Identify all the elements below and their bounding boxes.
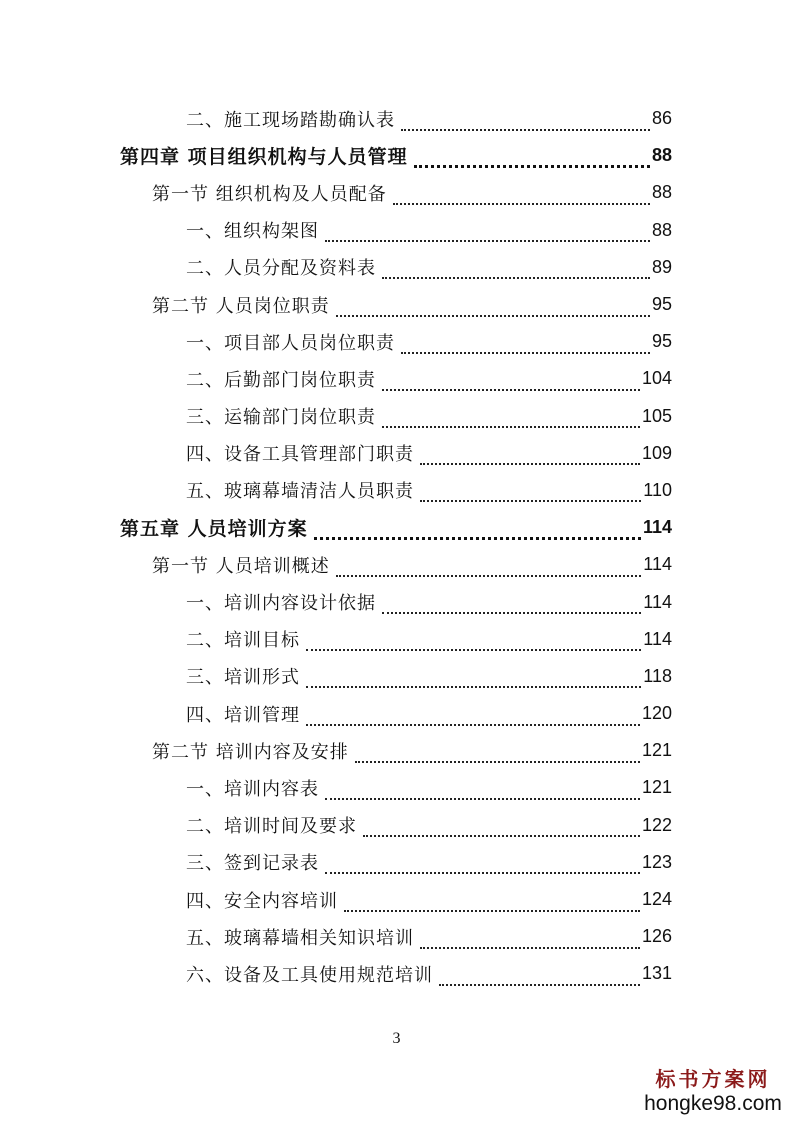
toc-entry-page: 122 bbox=[641, 814, 672, 835]
toc-entry-page: 105 bbox=[641, 405, 672, 426]
toc-entry-label: 五、玻璃幕墙清洁人员职责 bbox=[186, 481, 414, 503]
toc-entry-label: 第一节 组织机构及人员配备 bbox=[152, 183, 387, 205]
toc-entry-page: 126 bbox=[641, 926, 672, 947]
dot-leader bbox=[382, 594, 641, 614]
toc-entry-label: 二、施工现场踏勘确认表 bbox=[186, 109, 395, 131]
toc-entry-item[interactable] bbox=[0, 360, 793, 397]
dot-leader bbox=[382, 408, 640, 428]
dot-leader bbox=[382, 371, 640, 391]
toc-entry-page: 88 bbox=[651, 219, 672, 240]
toc-entry-label: 六、设备及工具使用规范培训 bbox=[186, 964, 433, 986]
toc-entry-item[interactable] bbox=[0, 881, 793, 918]
toc-entry-page: 124 bbox=[641, 889, 672, 910]
dot-leader bbox=[363, 817, 640, 837]
toc-entry-page: 86 bbox=[651, 108, 672, 129]
toc-entry-page: 114 bbox=[643, 628, 672, 649]
toc-entry-page: 120 bbox=[641, 703, 672, 724]
toc-entry-page: 104 bbox=[641, 368, 672, 389]
toc-entry-label: 二、培训目标 bbox=[186, 630, 300, 652]
dot-leader bbox=[325, 854, 640, 874]
toc-entry-label: 一、组织构架图 bbox=[186, 221, 319, 243]
toc-entry-item[interactable] bbox=[0, 807, 793, 844]
toc-entry-page: 110 bbox=[643, 479, 672, 500]
dot-leader bbox=[314, 519, 641, 540]
toc-entry-item[interactable] bbox=[0, 249, 793, 286]
toc-entry-page: 118 bbox=[643, 665, 672, 686]
toc-entry-label: 三、签到记录表 bbox=[186, 853, 319, 875]
toc-entry-page: 88 bbox=[651, 145, 672, 166]
watermark-url: hongke98.com bbox=[644, 1092, 782, 1115]
toc-entry-label: 三、运输部门岗位职责 bbox=[186, 407, 376, 429]
toc-entry-page: 114 bbox=[643, 554, 672, 575]
toc-entry-label: 一、培训内容设计依据 bbox=[186, 593, 376, 615]
page-number: 3 bbox=[392, 1030, 401, 1047]
dot-leader bbox=[306, 706, 640, 726]
toc-entry-item[interactable] bbox=[0, 621, 793, 658]
toc-entry-label: 五、玻璃幕墙相关知识培训 bbox=[186, 927, 414, 949]
dot-leader bbox=[393, 185, 650, 205]
toc-entry-page: 123 bbox=[641, 851, 672, 872]
dot-leader bbox=[420, 445, 640, 465]
dot-leader bbox=[401, 111, 650, 131]
toc-entry-page: 95 bbox=[651, 331, 672, 352]
toc-entry-label: 第一节 人员培训概述 bbox=[152, 555, 330, 577]
toc-entry-label: 第二节 人员岗位职责 bbox=[152, 295, 330, 317]
dot-leader bbox=[401, 334, 650, 354]
toc-entry-item[interactable] bbox=[0, 769, 793, 806]
toc-entry-label: 四、培训管理 bbox=[186, 704, 300, 726]
toc-entry-section[interactable] bbox=[0, 732, 793, 769]
dot-leader bbox=[325, 222, 650, 242]
toc-entry-item[interactable] bbox=[0, 955, 793, 992]
toc-entry-label: 一、项目部人员岗位职责 bbox=[186, 332, 395, 354]
dot-leader bbox=[336, 297, 650, 317]
toc-entry-label: 二、培训时间及要求 bbox=[186, 816, 357, 838]
dot-leader bbox=[382, 259, 650, 279]
toc-entry-label: 四、设备工具管理部门职责 bbox=[186, 444, 414, 466]
dot-leader bbox=[420, 482, 641, 502]
dot-leader bbox=[344, 892, 640, 912]
toc-entry-page: 95 bbox=[651, 294, 672, 315]
toc-entry-label: 二、人员分配及资料表 bbox=[186, 258, 376, 280]
watermark-logo bbox=[643, 1066, 783, 1116]
toc-entry-item[interactable] bbox=[0, 212, 793, 249]
toc-entry-page: 109 bbox=[641, 442, 672, 463]
watermark-name: 标书方案网 bbox=[655, 1067, 771, 1091]
toc-entry-item[interactable] bbox=[0, 583, 793, 620]
toc-entry-label: 三、培训形式 bbox=[186, 667, 300, 689]
dot-leader bbox=[355, 743, 640, 763]
toc-entry-chapter[interactable] bbox=[0, 509, 793, 546]
toc-entry-item[interactable] bbox=[0, 323, 793, 360]
toc-entry-section[interactable] bbox=[0, 546, 793, 583]
toc-entry-page: 89 bbox=[651, 256, 672, 277]
table-of-contents bbox=[0, 100, 793, 993]
dot-leader bbox=[325, 780, 640, 800]
toc-entry-item[interactable] bbox=[0, 695, 793, 732]
toc-entry-label: 一、培训内容表 bbox=[186, 778, 319, 800]
toc-entry-item[interactable] bbox=[0, 844, 793, 881]
toc-entry-item[interactable] bbox=[0, 918, 793, 955]
toc-entry-label: 第五章 人员培训方案 bbox=[120, 518, 308, 541]
toc-entry-item[interactable] bbox=[0, 100, 793, 137]
toc-entry-label: 二、后勤部门岗位职责 bbox=[186, 369, 376, 391]
toc-entry-section[interactable] bbox=[0, 286, 793, 323]
toc-entry-item[interactable] bbox=[0, 472, 793, 509]
dot-leader bbox=[306, 631, 641, 651]
toc-entry-item[interactable] bbox=[0, 435, 793, 472]
toc-entry-page: 114 bbox=[643, 591, 672, 612]
toc-entry-chapter[interactable] bbox=[0, 137, 793, 174]
dot-leader bbox=[420, 929, 640, 949]
toc-entry-page: 121 bbox=[641, 777, 672, 798]
toc-entry-page: 114 bbox=[642, 517, 672, 538]
dot-leader bbox=[306, 668, 641, 688]
toc-entry-page: 88 bbox=[651, 182, 672, 203]
toc-entry-item[interactable] bbox=[0, 398, 793, 435]
toc-entry-page: 131 bbox=[641, 963, 672, 984]
toc-entry-item[interactable] bbox=[0, 658, 793, 695]
toc-entry-page: 121 bbox=[641, 740, 672, 761]
toc-entry-label: 第四章 项目组织机构与人员管理 bbox=[120, 146, 408, 169]
toc-entry-label: 第二节 培训内容及安排 bbox=[152, 741, 349, 763]
toc-entry-label: 四、安全内容培训 bbox=[186, 890, 338, 912]
dot-leader bbox=[336, 557, 642, 577]
dot-leader bbox=[439, 966, 640, 986]
dot-leader bbox=[414, 147, 650, 168]
toc-entry-section[interactable] bbox=[0, 174, 793, 211]
